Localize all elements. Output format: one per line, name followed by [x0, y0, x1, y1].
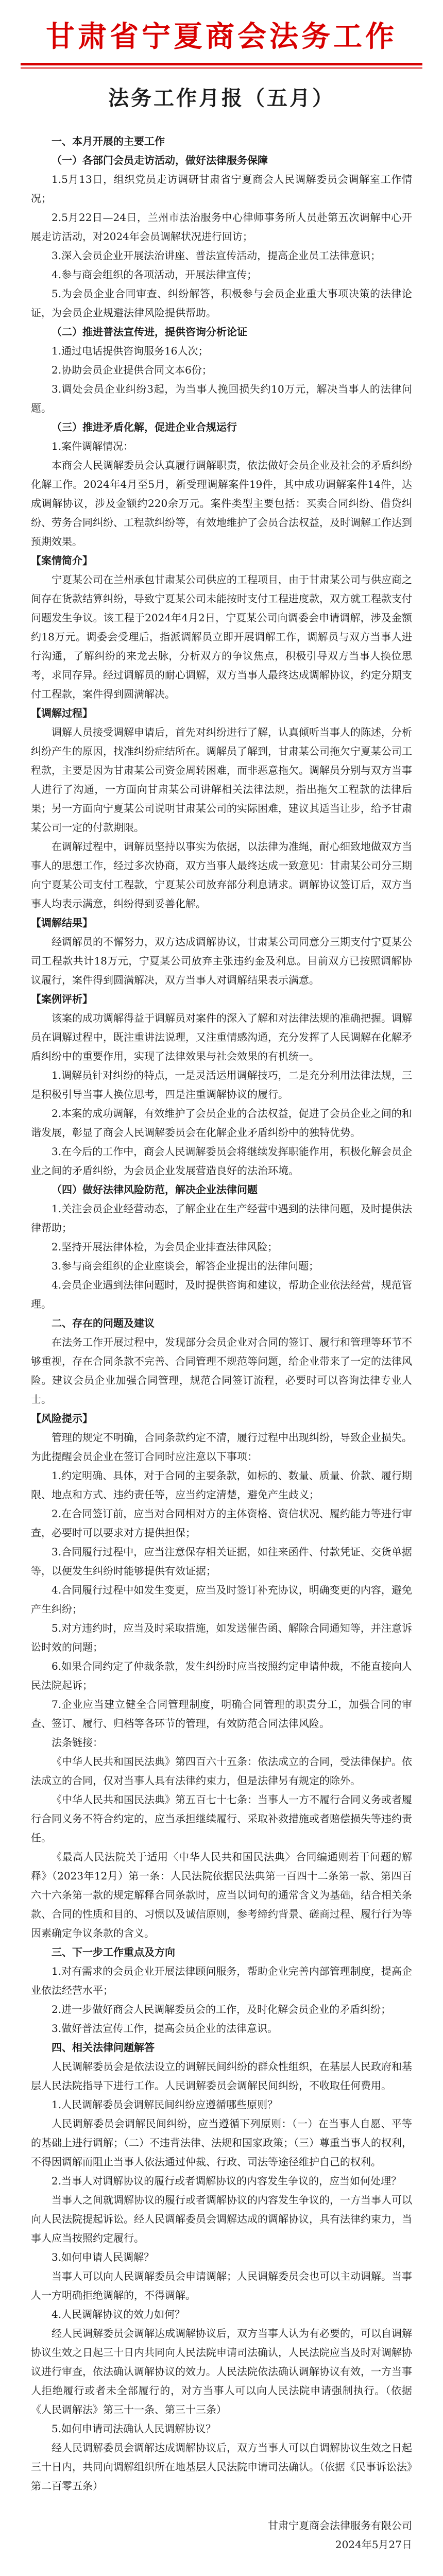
paragraph: 3.合同履行过程中，应当注意保存相关证据，如往来函件、付款凭证、交货单据等，以便发生纠纷时能够提供有效证据；: [31, 1545, 412, 1577]
report-body: [0, 127, 443, 2554]
paragraph: 1.案件调解情况：: [52, 439, 134, 452]
case-tag: 【案情简介】: [31, 554, 93, 567]
paragraph: 3.在今后的工作中，商会人民调解委员会将继续发挥职能作用，积极化解会员企业之间的矛盾纠纷，为会员企业发展营造良好的法治环境。: [31, 1145, 412, 1177]
paragraph: 当事人可以向人民调解委员会申请调解；人民调解委员会也可以主动调解。当事人一方明确拒绝调解的，不得调解。: [31, 2269, 412, 2301]
paragraph: 经人民调解委员会调解达成调解协议后，双方当事人认为有必要的，可以自调解协议生效之日起三十日内共同向人民法院申请司法确认，人民法院应当及时对调解协议进行审查，依法确认调解协议的效力。人民法院依法确认调解协议有效，一方当事人拒绝履行或者未全部履行的，对方当事人可以向人民法院申请强制执行。（依据《人民调解法》第三十一条、第三十三条）: [31, 2327, 412, 2416]
paragraph: 人民调解委员会是依法设立的调解民间纠纷的群众性组织，在基层人民政府和基层人民法院指导下进行工作。人民调解委员会调解民间纠纷，不收取任何费用。: [31, 2060, 412, 2092]
paragraph: 1.调解员针对纠纷的特点，一是灵活运用调解技巧，二是充分利用法律法规，三是积极引导当事人换位思考，四是注重调解协议的履行。: [31, 1069, 412, 1100]
case-tag: 【风险提示】: [31, 1412, 93, 1425]
section-heading: 二、存在的问题及建议: [52, 1316, 155, 1329]
paragraph: 当事人之间就调解协议的履行或者调解协议的内容发生争议的，一方当事人可以向人民法院提起诉讼。经人民调解委员会调解达成的调解协议，具有法律约束力，当事人应当按照约定履行。: [31, 2193, 412, 2244]
paragraph: 4.合同履行过程中如发生变更，应当及时签订补充协议，明确变更的内容，避免产生纠纷；: [31, 1583, 412, 1615]
paragraph: 《最高人民法院关于适用〈中华人民共和国民法典〉合同编通则若干问题的解释》（2023年12月）第一条：人民法院依据民法典第一百四十二条第一款、第四百六十六条第一款的规定解释合同条款时，应当以词句的通常含义为基础，结合相关条款、合同的性质和目的、习惯以及诚信原则，参考缔约背景、磋商过程、履行行为等因素确定争议条款的含义。: [31, 1850, 412, 1939]
paragraph: 经调解员的不懈努力，双方达成调解协议，甘肃某公司同意分三期支付宁夏某公司工程款共计18万元，宁夏某公司放弃主张违约金及利息。目前双方已按照调解协议履行，案件得到圆满解决，双方当事人对调解结果表示满意。: [31, 935, 412, 986]
masthead-rule: [21, 63, 422, 65]
paragraph: 6.如果合同约定了仲裁条款，发生纠纷时应当按照约定申请仲裁，不能直接向人民法院起诉；: [31, 1659, 412, 1691]
paragraph: 7.企业应当建立健全合同管理制度，明确合同管理的职责分工，加强合同的审查、签订、履行、归档等各环节的管理，有效防范合同法律风险。: [31, 1698, 412, 1730]
paragraph: 《中华人民共和国民法典》第四百六十五条：依法成立的合同，受法律保护。依法成立的合同，仅对当事人具有法律约束力，但是法律另有规定的除外。: [31, 1755, 412, 1787]
case-tag: 【案例评析】: [31, 992, 93, 1005]
signature-date: 2024年5月27日: [335, 2538, 412, 2551]
paragraph: 2.坚持开展法律体检，为会员企业排查法律风险；: [52, 1240, 278, 1253]
section-heading: 四、相关法律问题解答: [52, 2041, 155, 2054]
paragraph: 4.人民调解协议的效力如何？: [52, 2308, 185, 2320]
masthead-rule-thin: [21, 67, 422, 69]
paragraph: 经人民调解委员会调解达成调解协议后，双方当事人可以自调解协议生效之日起三十日内，共同向调解组织所在地基层人民法院申请司法确认。（依据《民事诉讼法》第二百零五条）: [31, 2441, 412, 2492]
paragraph: 在调解过程中，调解员坚持以事实为依据，以法律为准绳，耐心细致地做双方当事人的思想工作，经过多次协商，双方当事人最终达成一致意见：甘肃某公司分三期向宁夏某公司支付工程款，宁夏某公司放弃部分利息请求。调解协议签订后，双方当事人均表示满意，纠纷得到妥善化解。: [31, 840, 412, 910]
section-heading: 一、本月开展的主要工作: [52, 134, 165, 147]
subsection-heading: （四）做好法律风险防范，解决企业法律问题: [52, 1183, 258, 1196]
paragraph: 该案的成功调解得益于调解员对案件的深入了解和对法律法规的准确把握。调解员在调解过程中，既注重讲法说理，又注重情感沟通，充分发挥了人民调解在化解矛盾纠纷中的重要作用，实现了法律效果与社会效果的有机统一。: [31, 1011, 412, 1062]
case-tag: 【调解结果】: [31, 916, 93, 929]
subsection-heading: （三）推进矛盾化解，促进企业合规运行: [52, 420, 237, 433]
signature-org: 甘肃宁夏商会法律服务有限公司: [268, 2519, 412, 2532]
paragraph: 3.调处会员企业纠纷3起，为当事人挽回损失约10万元，解决当事人的法律问题。: [31, 382, 412, 414]
paragraph: 2.本案的成功调解，有效维护了会员企业的合法权益，促进了会员企业之间的和谐发展，彰显了商会人民调解委员会在化解企业矛盾纠纷中的独特优势。: [31, 1107, 412, 1139]
paragraph: 1.关注会员企业经营动态，了解企业在生产经营中遇到的法律问题，及时提供法律帮助；: [31, 1202, 412, 1234]
paragraph: 在法务工作开展过程中，发现部分会员企业对合同的签订、履行和管理等环节不够重视，存在合同条款不完善、合同管理不规范等问题，给企业带来了一定的法律风险。建议会员企业加强合同管理，规范合同签订流程，必要时可以咨询法律专业人士。: [31, 1335, 412, 1405]
paragraph: 2.5月22日—24日，兰州市法治服务中心律师事务所人员赴第五次调解中心开展走访活动，对2024年会员调解状况进行回访；: [31, 211, 412, 243]
document-title: 法务工作月报（五月）: [108, 87, 335, 110]
paragraph: 2.进一步做好商会人民调解委员会的工作，及时化解会员企业的矛盾纠纷；: [52, 2003, 391, 2015]
paragraph: 2.协助会员企业提供合同文本6份；: [52, 363, 212, 376]
masthead-title: 甘肃省宁夏商会法务工作: [46, 20, 397, 54]
paragraph: 3.深入会员企业开展法治讲座、普法宣传活动，提高企业员工法律意识；: [52, 249, 381, 262]
paragraph: 1.人民调解委员会调解民间纠纷应遵循哪些原则？: [52, 2098, 278, 2111]
paragraph: 1.通过电话提供咨询服务16人次；: [52, 344, 209, 357]
paragraph: 5.为会员企业合同审查、纠纷解答，积极参与会员企业重大事项决策的法律论证，为会员企业规避法律风险提供帮助。: [31, 287, 412, 319]
paragraph: 管理的规定不明确，合同条款约定不清，履行过程中出现纠纷，导致企业损失。为此提醒会员企业在签订合同时应注意以下事项：: [31, 1431, 412, 1463]
subsection-heading: （一）各部门会员走访活动，做好法律服务保障: [52, 154, 268, 166]
paragraph: 法条链接：: [52, 1736, 103, 1749]
paragraph: 1.对有需求的会员企业开展法律顾问服务，帮助企业完善内部管理制度，提高企业依法经营水平；: [31, 1964, 412, 1996]
paragraph: 《中华人民共和国民法典》第五百七十七条：当事人一方不履行合同义务或者履行合同义务不符合约定的，应当承担继续履行、采取补救措施或者赔偿损失等违约责任。: [31, 1793, 412, 1844]
paragraph: 1.5月13日，组织党员走访调研甘肃省宁夏商会人民调解委员会调解室工作情况；: [31, 173, 412, 205]
paragraph: 4.会员企业遇到法律问题时，及时提供咨询和建议，帮助企业依法经营，规范管理。: [31, 1278, 412, 1310]
case-tag: 【调解过程】: [31, 706, 93, 719]
paragraph: 3.如何申请人民调解？: [52, 2250, 155, 2263]
paragraph: 人民调解委员会调解民间纠纷，应当遵循下列原则：（一）在当事人自愿、平等的基础上进行调解；（二）不违背法律、法规和国家政策；（三）尊重当事人的权利，不得因调解而阻止当事人依法通过仲裁、行政、司法等途径维护自己的权利。: [31, 2117, 412, 2168]
subsection-heading: （二）推进普法宣传进，提供咨询分析论证: [52, 325, 247, 338]
paragraph: 3.做好普法宣传工作，提高会员企业的法律意识。: [52, 2022, 278, 2035]
section-heading: 三、下一步工作重点及方向: [52, 1945, 175, 1958]
paragraph: 本商会人民调解委员会认真履行调解职责，依法做好会员企业及社会的矛盾纠纷化解工作。2024年4月至5月，新受理调解案件19件，其中成功调解案件14件，达成调解协议，涉及金额约220余万元。案件类型主要包括：买卖合同纠纷、借贷纠纷、劳务合同纠纷、工程款纠纷等，有效地维护了会员合法权益，及时调解工作达到预期效果。: [31, 459, 412, 548]
paragraph: 宁夏某公司在兰州承包甘肃某公司供应的工程项目，由于甘肃某公司与供应商之间存在货款结算纠纷，导致宁夏某公司未能按时支付工程进度款，双方就工程款支付问题发生争议。该工程于2024年4月2日，宁夏某公司向调委会申请调解，涉及金额约18万元。调委会受理后，指派调解员立即开展调解工作，调解员与双方当事人进行沟通，了解纠纷的来龙去脉，分析双方的争议焦点，积极引导双方当事人换位思考，求同存异。经过调解员的耐心调解，双方当事人最终达成调解协议，约定分期支付工程款，案件得到圆满解决。: [31, 573, 412, 700]
paragraph: 5.如何申请司法确认人民调解协议？: [52, 2422, 216, 2435]
paragraph: 3.参与商会组织的企业座谈会，解答企业提出的法律问题；: [52, 1259, 319, 1272]
paragraph: 2.在合同签订前，应当对合同相对方的主体资格、资信状况、履约能力等进行审查，必要时可以要求对方提供担保；: [31, 1507, 412, 1539]
paragraph: 2.当事人对调解协议的履行或者调解协议的内容发生争议的，应当如何处理？: [52, 2174, 402, 2187]
paragraph: 4.参与商会组织的各项活动，开展法律宣传；: [52, 268, 258, 281]
paragraph: 1.约定明确、具体，对于合同的主要条款，如标的、数量、质量、价款、履行期限、地点和方式、违约责任等，应当约定清楚，避免产生歧义；: [31, 1469, 412, 1501]
paragraph: 调解人员接受调解申请后，首先对纠纷进行了解，认真倾听当事人的陈述，分析纠纷产生的原因，找准纠纷症结所在。调解员了解到，甘肃某公司拖欠宁夏某公司工程款，主要是因为甘肃某公司资金周转困难，而非恶意拖欠。调解员分别与双方当事人进行了沟通，一方面向甘肃某公司讲解相关法律法规，指出拖欠工程款的法律后果；另一方面向宁夏某公司说明甘肃某公司的实际困难，建议其适当让步，给予甘肃某公司一定的付款期限。: [31, 725, 412, 834]
masthead: [0, 0, 443, 69]
paragraph: 5.对方违约时，应当及时采取措施，如发送催告函、解除合同通知等，并注意诉讼时效的问题；: [31, 1621, 412, 1653]
